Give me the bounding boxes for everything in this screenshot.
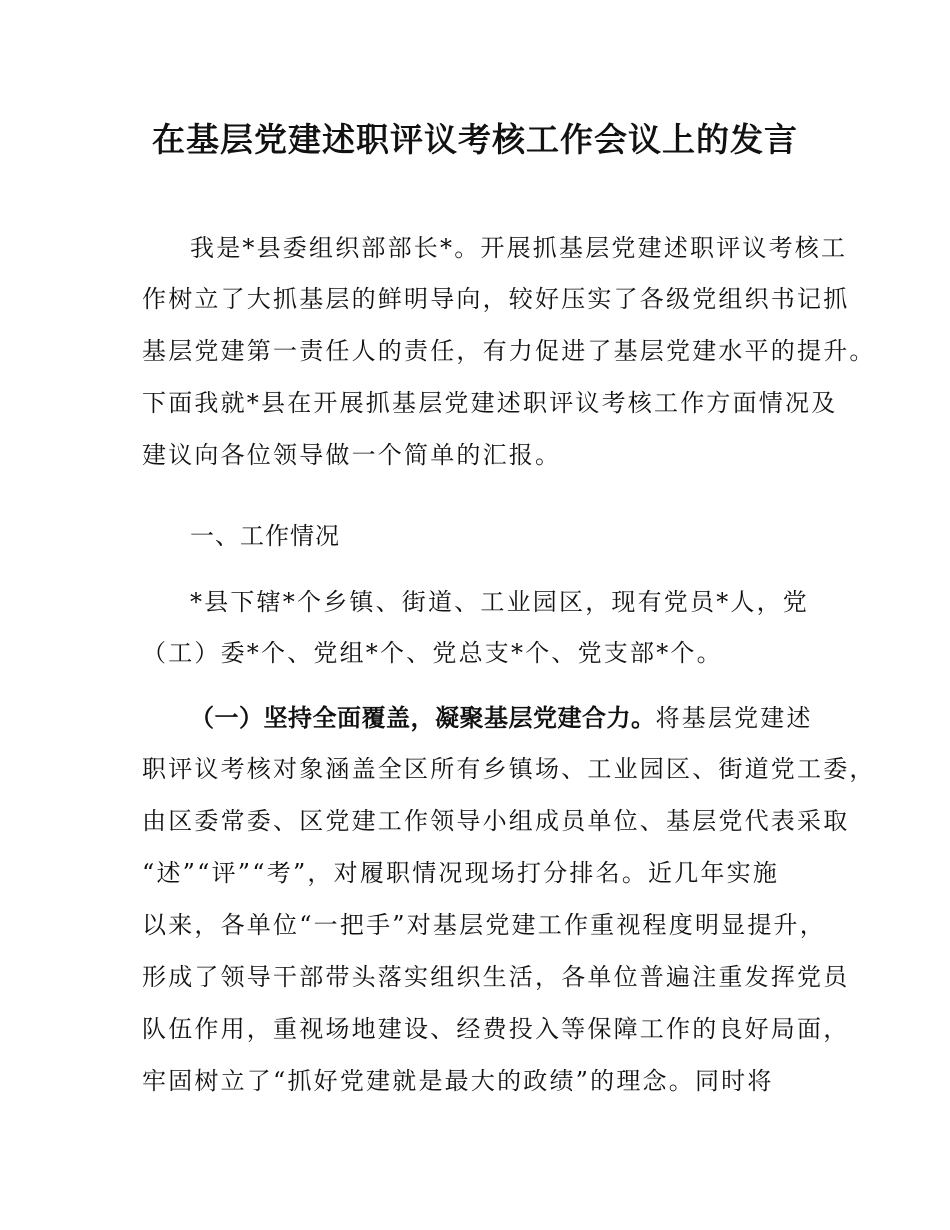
- subsection-line-7: 牢固树立了“抓好党建就是最大的政绩”的理念。同时将: [142, 1067, 774, 1095]
- subsection-line-3: “述”“评”“考”，对履职情况现场打分排名。近几年实施: [142, 859, 780, 887]
- intro-line-1: 我是*县委组织部部长*。开展抓基层党建述职评议考核工: [190, 234, 848, 262]
- section-line-2: （工）委*个、党组*个、党总支*个、党支部*个。: [142, 639, 723, 667]
- intro-line-4: 下面我就*县在开展抓基层党建述职评议考核工作方面情况及: [142, 389, 838, 417]
- subsection-line-5: 形成了领导干部带头落实组织生活，各单位普遍注重发挥党员: [142, 963, 850, 991]
- subsection-line-1: 职评议考核对象涵盖全区所有乡镇场、工业园区、街道党工委，: [142, 755, 876, 783]
- intro-line-5: 建议向各位领导做一个简单的汇报。: [142, 441, 562, 469]
- subsection-line-4: 以来，各单位“一把手”对基层党建工作重视程度明显提升，: [142, 911, 826, 939]
- document-title: 在基层党建述职评议考核工作会议上的发言: [152, 120, 798, 159]
- intro-line-2: 作树立了大抓基层的鲜明导向，较好压实了各级党组织书记抓: [142, 285, 850, 313]
- subsection-first-line-rest: 将基层党建述: [655, 704, 813, 732]
- subsection-line-2: 由区委常委、区党建工作领导小组成员单位、基层党代表采取: [142, 807, 850, 835]
- subsection-line-6: 队伍作用，重视场地建设、经费投入等保障工作的良好局面，: [142, 1015, 850, 1043]
- subsection-first-line: [190, 701, 813, 735]
- subsection-heading: （一）坚持全面覆盖，凝聚基层党建合力。: [190, 704, 656, 732]
- section-heading: 一、工作情况: [190, 522, 340, 550]
- intro-line-3: 基层党建第一责任人的责任，有力促进了基层党建水平的提升。: [142, 337, 876, 365]
- section-line-1: *县下辖*个乡镇、街道、工业园区，现有党员*人，党: [190, 588, 809, 616]
